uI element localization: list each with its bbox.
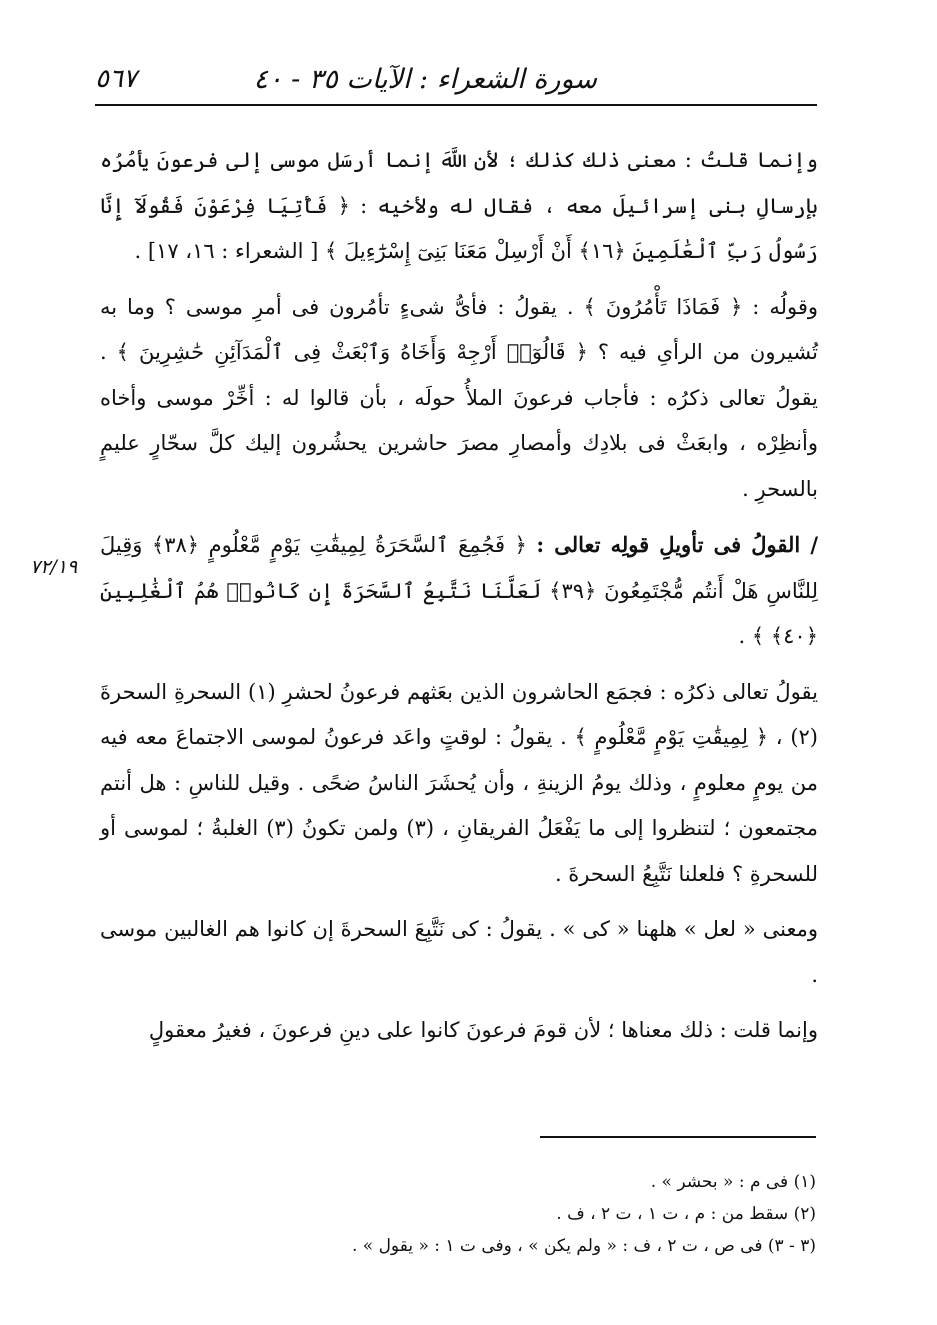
paragraph-text: وقولُه : ﴿ فَمَاذَا تَأْمُرُونَ ﴾ . يقولُ : فأىُّ شىءٍ تأمُرون فى أمرِ موسى ؟ وما به تُشيرون من الرأىِ فيه ؟ ﴿ قَالُوٓا۟ أَرْجِهْ وَأَخَاهُ وَٱبْعَثْ فِى ٱلْمَدَآئِنِ حَٰشِرِينَ ﴾ . يقولُ تعالى ذكرُه : فأجاب فرعونَ الملأُ حولَه ، بأن قالوا له : أخِّرْ موسى وأخاه وأنظِرْه ، وابعَثْ فى بلادِك وأمصارِ مصرَ حاشرين يحشُرون إليك كلَّ سحّارٍ عليمٍ بالسحرِ .	[100, 294, 818, 501]
paragraph	[100, 907, 818, 998]
paragraph	[100, 522, 818, 660]
main-text	[100, 138, 818, 1064]
running-title: سورة الشعراء : الآيات ٣٥ - ٤٠	[253, 64, 597, 95]
header-divider	[95, 104, 817, 106]
footnote: (٢) سقط من : م ، ت ١ ، ت ٢ ، ف .	[556, 1204, 816, 1224]
footnote: (١) فى م : « بحشر » .	[650, 1172, 816, 1192]
paragraph-text: يقولُ تعالى ذكرُه : فجمَع الحاشرون الذين بعَثهم فرعونُ لحشرِ (١) السحرةِ السحرةَ (٢) ، ﴿ لِمِيقَٰتِ يَوْمٍ مَّعْلُومٍ ﴾ . يقولُ : لوقتٍ واعَد فرعونُ لموسى الاجتماعَ معه فيه من يومٍ معلومٍ ، وذلك يومُ الزينةِ ، وأن يُحشَرَ الناسُ ضحًى . وقيل للناسِ : هل أنتم مجتمعون ؛ لتنظروا إلى ما يَفْعَلُ الفريقانِ ، (٣) ولمن تكونُ (٣) الغلبةُ ؛ لموسى أو للسحرةِ ؟ فلعلنا نَتَّبِعُ السحرةَ .	[100, 679, 818, 886]
footnote-divider	[540, 1136, 816, 1138]
page-header	[95, 58, 817, 102]
paragraph	[100, 285, 818, 513]
paragraph-text: ﴿ فَجُمِعَ ٱلسَّحَرَةُ لِمِيقَٰتِ يَوْمٍ مَّعْلُومٍ ﴿٣٨﴾ وَقِيلَ لِلنَّاسِ هَلْ أَنتُم مُّجْتَمِعُونَ ﴿٣٩﴾ لَعَلَّنَا نَتَّبِعُ ٱلسَّحَرَةَ إِن كَانُوا۟ هُمُ ٱلْغَٰلِبِينَ ﴿٤٠﴾ ﴾ .	[100, 533, 818, 648]
paragraph	[100, 1008, 818, 1054]
margin-reference: ٧٢/١٩	[30, 556, 78, 578]
section-heading: / القولُ فى تأويلِ قولِه تعالى :	[536, 532, 818, 557]
paragraph-text: وإنما قلتُ : معنى ذلك كذلك ؛ لأن اللَّهَ إنما أرسَل موسى إلى فرعونَ يأمُرُه بإرسالِ بنى إسرائيلَ معه ، فقال له ولأخيه : ﴿ فَأْتِيَا فِرْعَوْنَ فَقُولَآ إِنَّا رَسُولُ رَبِّ ٱلْعَٰلَمِينَ ﴿١٦﴾ أَنْ أَرْسِلْ مَعَنَا بَنِىٓ إِسْرَٰٓءِيلَ ﴾ [ الشعراء : ١٦، ١٧] .	[100, 148, 818, 263]
footnote: (٣ - ٣) فى ص ، ت ٢ ، ف : « ولم يكن » ، وفى ت ١ : « يقول » .	[351, 1236, 816, 1256]
paragraph-text: وإنما قلت : ذلك معناها ؛ لأن قومَ فرعونَ كانوا على دينِ فرعونَ ، فغيرُ معقولٍ	[148, 1018, 818, 1042]
paragraph-text: ومعنى « لعل » هلهنا « كى » . يقولُ : كى نَتَّبِعَ السحرةَ إن كانوا هم الغالبين موسى .	[100, 917, 818, 987]
paragraph	[100, 138, 818, 275]
paragraph	[100, 670, 818, 898]
page-number: ٥٦٧	[95, 64, 137, 94]
footnotes	[100, 1166, 816, 1262]
